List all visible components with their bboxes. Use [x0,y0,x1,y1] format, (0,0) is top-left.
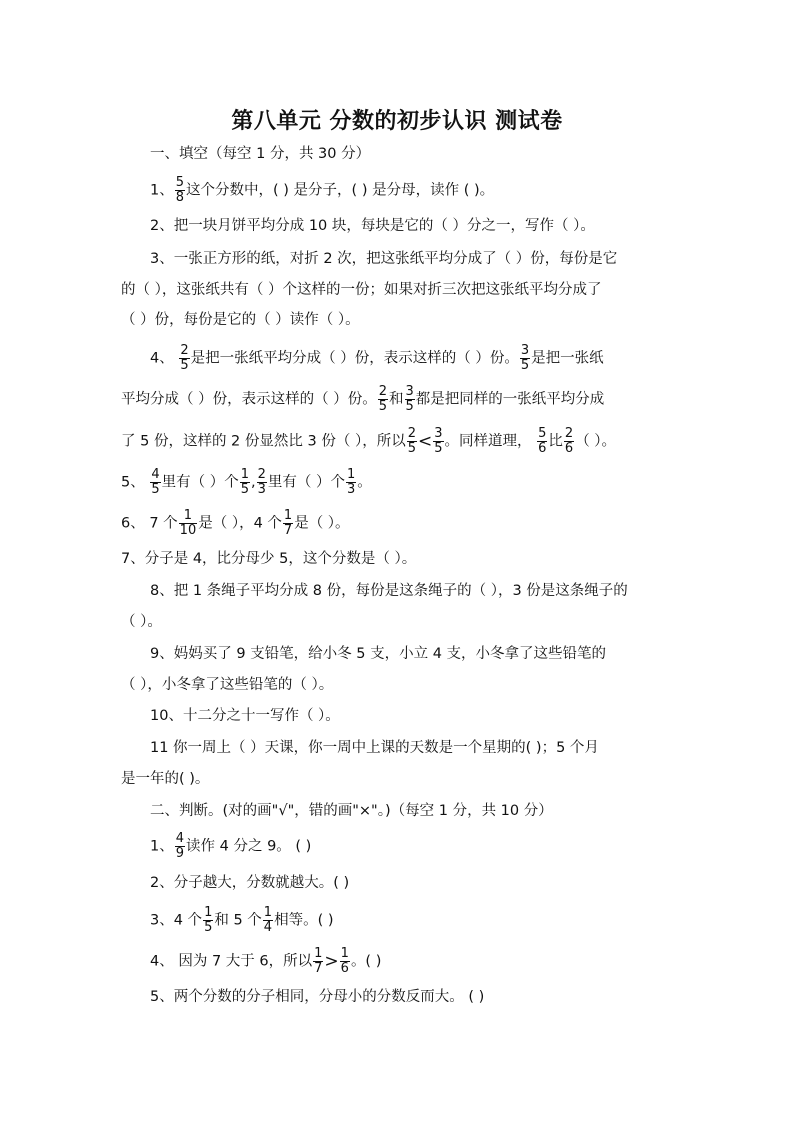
fraction: $\frac{2}{6}$ [564,426,574,456]
question-3-line-3: （ ）份，每份是它的（ ）读作（ ）。 [121,312,360,328]
question-9-line-1: 9、妈妈买了 9 支铅笔，给小冬 5 支，小立 4 支，小冬拿了这些铅笔的 [150,646,607,662]
question-2: 2、把一块月饼平均分成 10 块，每块是它的（ ）分之一，写作（ ）。 [150,218,595,234]
question-11-line-2: 是一年的( )。 [121,771,210,787]
fraction: $\frac{4}{9}$ [175,831,185,861]
fraction: $\frac{1}{10}$ [179,508,197,538]
question-8-line-1: 8、把 1 条绳子平均分成 8 份，每份是这条绳子的（ ），3 份是这条绳子的 [150,583,628,599]
question-7: 7、分子是 4，比分母少 5，这个分数是（ ）。 [121,551,417,567]
question-9-line-2: （ ），小冬拿了这些铅笔的（ ）。 [121,677,334,693]
fraction: $\frac{2}{3}$ [257,467,266,497]
fraction: $\frac{1}{5}$ [240,467,250,497]
question-8-line-2: （ ）。 [121,614,162,630]
fraction: $\frac{1}{6}$ [340,946,349,976]
question-11-line-1: 11 你一周上（ ）天课，你一周中上课的天数是一个星期的( )；5 个月 [150,740,599,756]
question-5: 5、 $\frac{4}{5}$ 里有（ ）个 $\frac{1}{5}$ , $\frac{2}{3}$ 里有（ ）个 $\frac{1}{3}$ 。 [121,467,372,497]
judge-2: 2、分子越大，分数就越大。( ) [150,875,350,891]
question-4-line-1: 4、 $\frac{2}{5}$ 是把一张纸平均分成（ ）份，表示这样的（ ）份。 $\frac{3}{5}$ 是把一张纸 [150,343,604,373]
page-title: 第八单元 分数的初步认识 测试卷 [231,109,563,134]
fraction: $\frac{1}{4}$ [263,905,273,935]
fraction: $\frac{5}{6}$ [538,426,547,456]
fraction: $\frac{3}{5}$ [434,426,443,456]
fraction: $\frac{1}{7}$ [283,508,293,538]
judge-1: 1、 $\frac{4}{9}$ 读作 4 分之 9。 ( ) [150,831,312,861]
fraction: $\frac{1}{5}$ [204,905,213,935]
question-4-line-3: 了 5 份，这样的 2 份显然比 3 份（ ），所以 $\frac{2}{5}$ < $\frac{3}{5}$ 。同样道理， $\frac{5}{6}$ 比 $\frac{2}{6}$ （ ）。 [121,426,617,456]
fraction: $\frac{3}{5}$ [520,343,530,373]
fraction: $\frac{4}{5}$ [151,467,160,497]
fraction: $\frac{3}{5}$ [405,384,414,414]
question-4-line-2: 平均分成（ ）份，表示这样的（ ）份。 $\frac{2}{5}$ 和 $\frac{3}{5}$ 都是把同样的一张纸平均分成 [121,384,605,414]
fraction: $\frac{2}{5}$ [180,343,189,373]
fraction: $\frac{5}{8}$ [175,175,185,205]
section-1-heading: 一、填空（每空 1 分，共 30 分） [150,146,371,162]
section-2-heading: 二、判断。(对的画"√"，错的画"×"。)（每空 1 分，共 10 分） [150,803,553,819]
fraction: $\frac{1}{3}$ [347,467,356,497]
question-1: 1、 $\frac{5}{8}$ 这个分数中，( ) 是分子，( ) 是分母，读作 ( )。 [150,175,495,205]
fraction: $\frac{2}{5}$ [378,384,387,414]
question-3-line-2: 的（ ），这张纸共有（ ）个这样的一份；如果对折三次把这张纸平均分成了 [121,282,602,298]
fraction: $\frac{2}{5}$ [407,426,416,456]
fraction: $\frac{1}{7}$ [314,946,323,976]
judge-4: 4、 因为 7 大于 6，所以 $\frac{1}{7}$ > $\frac{1}{6}$ 。( ) [150,946,382,976]
question-10: 10、十二分之十一写作（ ）。 [150,708,340,724]
question-6: 6、 7 个 $\frac{1}{10}$ 是（ ），4 个 $\frac{1}{7}$ 是（ ）。 [121,508,350,538]
judge-3: 3、4 个 $\frac{1}{5}$ 和 5 个 $\frac{1}{4}$ 相等。( ) [150,905,334,935]
question-3-line-1: 3、一张正方形的纸，对折 2 次，把这张纸平均分成了（ ）份，每份是它 [150,251,618,267]
judge-5: 5、两个分数的分子相同，分母小的分数反而大。 ( ) [150,989,485,1005]
